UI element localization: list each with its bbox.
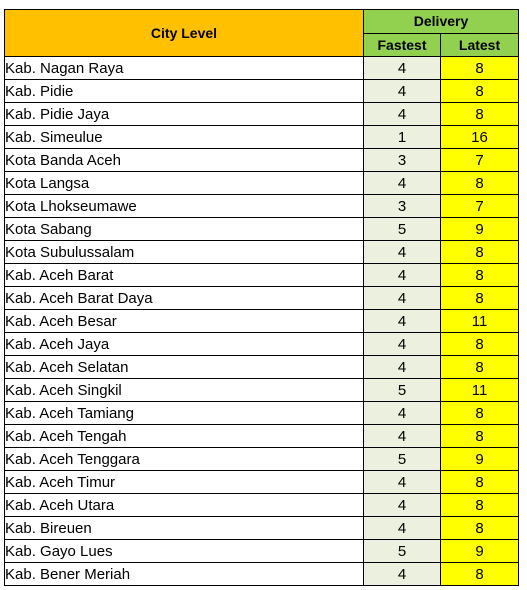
table-row <box>5 218 519 241</box>
fastest-cell: 1 <box>364 126 441 149</box>
fastest-cell: 4 <box>364 310 441 333</box>
city-cell: Kota Sabang <box>5 218 364 241</box>
latest-cell: 8 <box>441 172 519 195</box>
fastest-cell: 3 <box>364 149 441 172</box>
fastest-cell: 5 <box>364 448 441 471</box>
latest-cell: 8 <box>441 356 519 379</box>
city-cell: Kab. Aceh Tamiang <box>5 402 364 425</box>
city-cell: Kab. Aceh Selatan <box>5 356 364 379</box>
fastest-cell: 4 <box>364 172 441 195</box>
fastest-cell: 5 <box>364 540 441 563</box>
latest-cell: 8 <box>441 264 519 287</box>
table-row <box>5 80 519 103</box>
latest-cell: 8 <box>441 287 519 310</box>
latest-cell: 9 <box>441 218 519 241</box>
city-cell: Kab. Aceh Barat Daya <box>5 287 364 310</box>
latest-header: Latest <box>441 33 519 57</box>
fastest-cell: 3 <box>364 195 441 218</box>
latest-cell: 8 <box>441 241 519 264</box>
city-level-header: City Level <box>5 10 364 57</box>
city-cell: Kab. Aceh Jaya <box>5 333 364 356</box>
table-row <box>5 287 519 310</box>
fastest-header: Fastest <box>364 33 441 57</box>
table-row <box>5 103 519 126</box>
city-cell: Kab. Simeulue <box>5 126 364 149</box>
table-row <box>5 540 519 563</box>
city-cell: Kab. Aceh Barat <box>5 264 364 287</box>
city-cell: Kab. Pidie <box>5 80 364 103</box>
table-row <box>5 402 519 425</box>
latest-cell: 11 <box>441 379 519 402</box>
latest-cell: 8 <box>441 80 519 103</box>
fastest-cell: 4 <box>364 517 441 540</box>
city-cell: Kab. Aceh Besar <box>5 310 364 333</box>
table-row <box>5 241 519 264</box>
city-cell: Kota Banda Aceh <box>5 149 364 172</box>
latest-cell: 8 <box>441 517 519 540</box>
table-row <box>5 333 519 356</box>
fastest-cell: 4 <box>364 287 441 310</box>
latest-cell: 8 <box>441 494 519 517</box>
city-cell: Kab. Aceh Utara <box>5 494 364 517</box>
fastest-cell: 4 <box>364 80 441 103</box>
fastest-cell: 4 <box>364 264 441 287</box>
fastest-cell: 4 <box>364 563 441 586</box>
table-row <box>5 57 519 80</box>
latest-cell: 16 <box>441 126 519 149</box>
table-row <box>5 264 519 287</box>
fastest-cell: 4 <box>364 333 441 356</box>
city-cell: Kab. Bireuen <box>5 517 364 540</box>
latest-cell: 8 <box>441 563 519 586</box>
latest-cell: 7 <box>441 149 519 172</box>
table-row <box>5 149 519 172</box>
fastest-cell: 4 <box>364 241 441 264</box>
city-cell: Kab. Gayo Lues <box>5 540 364 563</box>
table-row <box>5 172 519 195</box>
table-row <box>5 379 519 402</box>
latest-cell: 8 <box>441 103 519 126</box>
table-header <box>5 10 519 57</box>
latest-cell: 8 <box>441 333 519 356</box>
city-cell: Kab. Bener Meriah <box>5 563 364 586</box>
latest-cell: 8 <box>441 471 519 494</box>
fastest-cell: 4 <box>364 494 441 517</box>
table-row <box>5 471 519 494</box>
city-cell: Kab. Nagan Raya <box>5 57 364 80</box>
city-cell: Kota Langsa <box>5 172 364 195</box>
fastest-cell: 5 <box>364 379 441 402</box>
fastest-cell: 4 <box>364 57 441 80</box>
fastest-cell: 4 <box>364 425 441 448</box>
fastest-cell: 4 <box>364 103 441 126</box>
fastest-cell: 4 <box>364 356 441 379</box>
table-body <box>5 57 519 586</box>
latest-cell: 8 <box>441 425 519 448</box>
table-row <box>5 494 519 517</box>
latest-cell: 8 <box>441 57 519 80</box>
latest-cell: 9 <box>441 448 519 471</box>
latest-cell: 8 <box>441 402 519 425</box>
table-row <box>5 356 519 379</box>
latest-cell: 9 <box>441 540 519 563</box>
latest-cell: 7 <box>441 195 519 218</box>
city-cell: Kab. Aceh Tengah <box>5 425 364 448</box>
latest-cell: 11 <box>441 310 519 333</box>
city-cell: Kab. Aceh Timur <box>5 471 364 494</box>
table-row <box>5 517 519 540</box>
delivery-table <box>4 9 519 586</box>
city-cell: Kab. Aceh Tenggara <box>5 448 364 471</box>
city-cell: Kab. Aceh Singkil <box>5 379 364 402</box>
table-row <box>5 310 519 333</box>
table-row <box>5 195 519 218</box>
fastest-cell: 4 <box>364 471 441 494</box>
city-cell: Kab. Pidie Jaya <box>5 103 364 126</box>
delivery-header: Delivery <box>364 10 519 34</box>
fastest-cell: 4 <box>364 402 441 425</box>
table-row <box>5 448 519 471</box>
table-row <box>5 126 519 149</box>
fastest-cell: 5 <box>364 218 441 241</box>
table-row <box>5 563 519 586</box>
table-row <box>5 425 519 448</box>
city-cell: Kota Subulussalam <box>5 241 364 264</box>
city-cell: Kota Lhokseumawe <box>5 195 364 218</box>
